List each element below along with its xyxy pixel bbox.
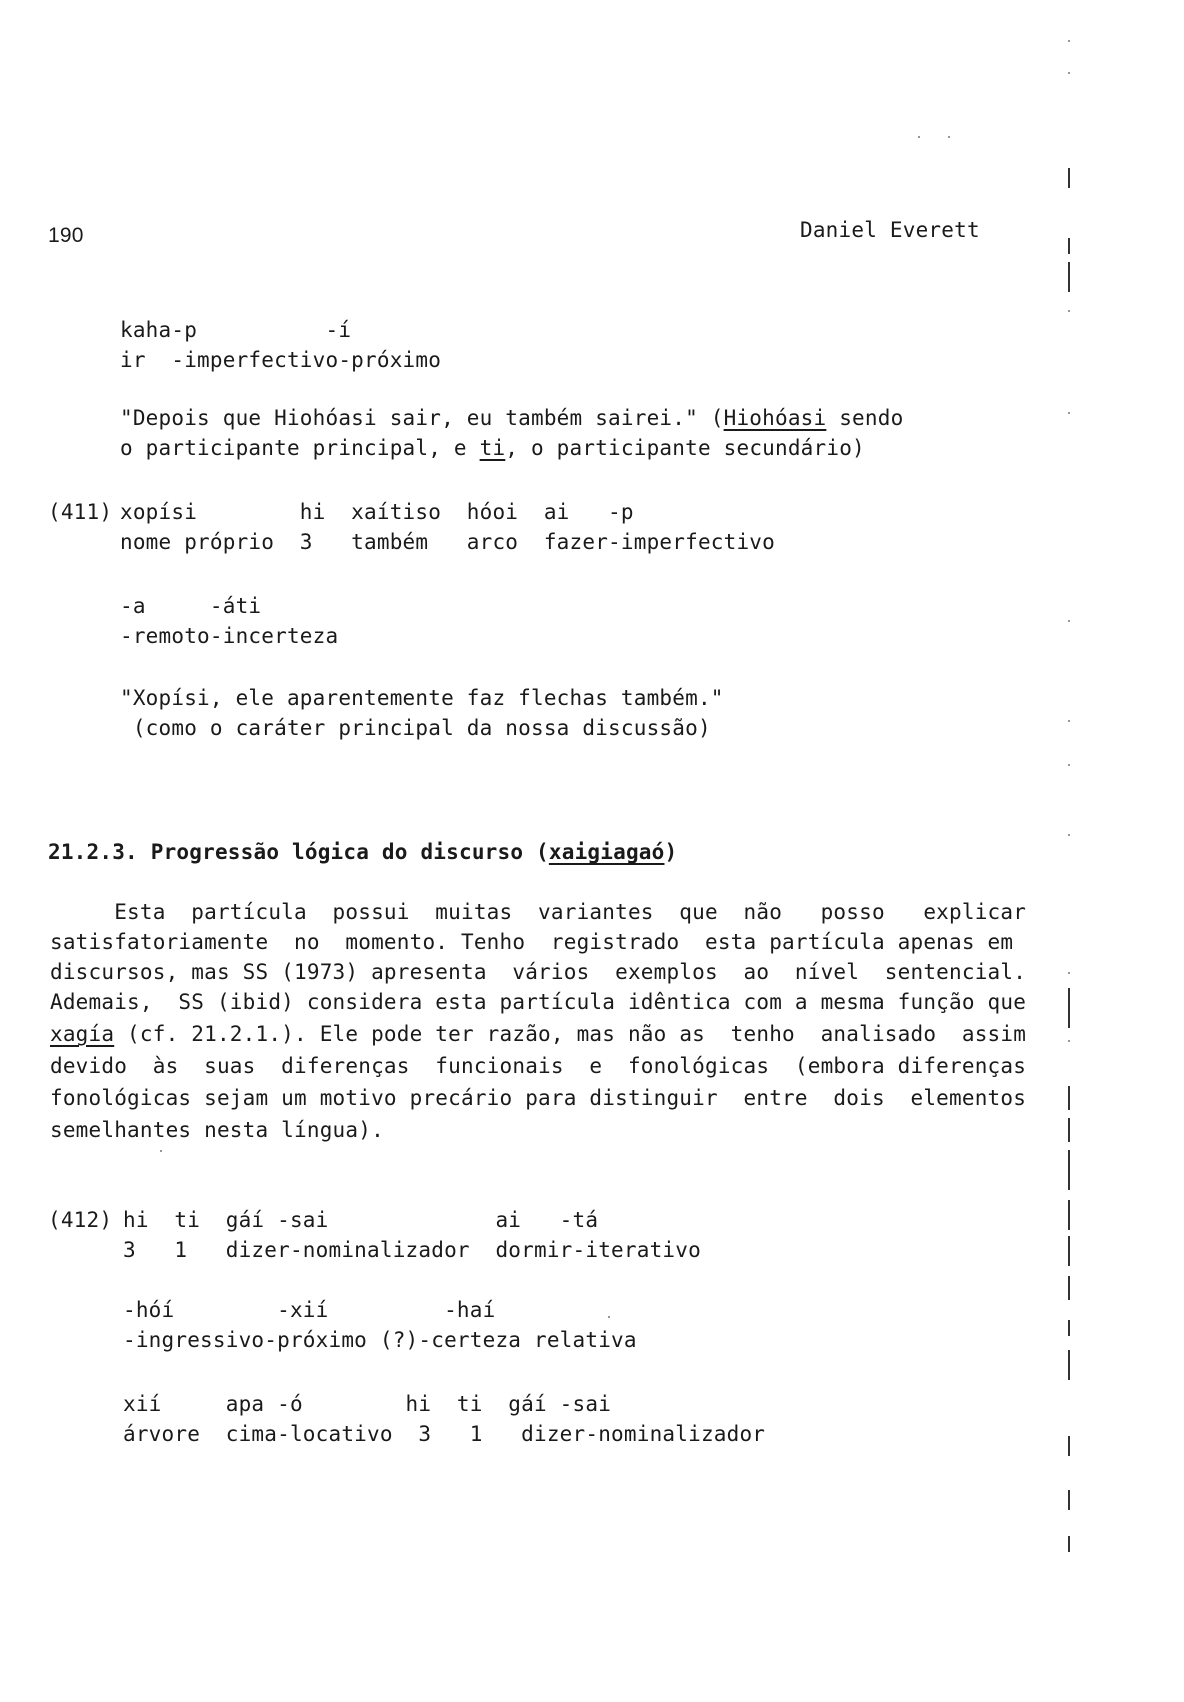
gloss-translation-line: 3 1 dizer-nominalizador dormir-iterativo — [123, 1238, 701, 1262]
page-number: 190 — [48, 224, 84, 247]
scan-artifact-dot — [1068, 620, 1070, 622]
free-translation: "Xopísi, ele aparentemente faz flechas também." — [120, 686, 724, 710]
scan-artifact-dot — [1068, 764, 1070, 766]
section-term: xaigiagaó — [548, 840, 665, 864]
section-heading — [48, 840, 677, 864]
running-header-author: Daniel Everett — [800, 218, 980, 242]
scan-artifact-mark — [1068, 238, 1070, 254]
scan-artifact-dot — [1068, 72, 1070, 74]
scan-artifact-dot — [1068, 720, 1070, 722]
scan-artifact-dot — [948, 136, 950, 138]
free-translation-cont: (como o caráter principal da nossa discussão) — [120, 716, 711, 740]
section-paren: ) — [664, 840, 678, 864]
scan-artifact-mark — [1068, 1276, 1070, 1300]
gloss-translation-line: -ingressivo-próximo (?)-certeza relativa — [123, 1328, 637, 1352]
paragraph-text: (cf. 21.2.1.). Ele pode ter razão, mas não as tenho analisado assim — [114, 1022, 1027, 1046]
free-translation-text: sendo — [826, 406, 904, 430]
underlined-term: Hiohóasi — [723, 406, 827, 430]
underlined-term: xagía — [50, 1022, 115, 1046]
gloss-morphemes: -hóí -xií -haí — [123, 1298, 496, 1322]
free-translation-text: "Depois que Hiohóasi sair, eu também sairei." ( — [120, 406, 724, 430]
scan-artifact-dot — [608, 1316, 610, 1318]
paragraph-line: satisfatoriamente no momento. Tenho registrado esta partícula apenas em — [50, 930, 1014, 954]
scan-artifact-dot — [1068, 310, 1070, 312]
free-translation-text: , o participante secundário) — [505, 436, 865, 460]
scan-artifact-mark — [1068, 1536, 1070, 1552]
scan-artifact-mark — [1068, 1236, 1070, 1266]
gloss-translation-line: árvore cima-locativo 3 1 dizer-nominalizador — [123, 1422, 766, 1446]
gloss-morphemes: kaha-p -í — [120, 318, 352, 342]
scan-artifact-dot — [160, 1150, 162, 1152]
section-paren: ( — [536, 840, 549, 864]
scan-artifact-mark — [1068, 1200, 1070, 1230]
scan-artifact-dot — [1068, 412, 1070, 414]
example-number: (411) — [48, 500, 113, 524]
scan-artifact-dot — [1068, 834, 1070, 836]
gloss-translation-line: ir -imperfectivo-próximo — [120, 348, 442, 372]
section-title: Progressão lógica do discurso — [150, 840, 524, 864]
paragraph-line: Ademais, SS (ibid) considera esta partícula idêntica com a mesma função que — [50, 990, 1027, 1014]
paragraph-line: semelhantes nesta língua). — [50, 1118, 384, 1142]
scan-artifact-mark — [1068, 262, 1070, 292]
scan-artifact-mark — [1068, 1086, 1070, 1110]
gloss-morphemes: -a -áti — [120, 594, 262, 618]
gloss-morphemes: hi ti gáí -sai ai -tá — [123, 1208, 599, 1232]
paragraph-line: devido às suas diferenças funcionais e fonológicas (embora diferenças — [50, 1054, 1027, 1078]
scan-artifact-dot — [918, 136, 920, 138]
gloss-translation-line: -remoto-incerteza — [120, 624, 339, 648]
paragraph-line — [50, 1022, 1026, 1046]
gloss-morphemes: xopísi hi xaítiso hóoi ai -p — [120, 500, 634, 524]
scan-artifact-dot — [1068, 40, 1070, 42]
free-translation — [120, 406, 903, 430]
paragraph-line: Esta partícula possui muitas variantes que não posso explicar — [50, 900, 1027, 924]
gloss-morphemes: xií apa -ó hi ti gáí -sai — [123, 1392, 612, 1416]
scan-artifact-mark — [1068, 1118, 1070, 1142]
free-translation-cont — [120, 436, 865, 460]
scan-artifact-mark — [1068, 988, 1070, 1028]
section-number: 21.2.3. — [48, 840, 138, 864]
paragraph-line: discursos, mas SS (1973) apresenta vários exemplos ao nível sentencial. — [50, 960, 1027, 984]
paragraph-line: fonológicas sejam um motivo precário para distinguir entre dois elementos — [50, 1086, 1027, 1110]
scan-artifact-mark — [1068, 1490, 1070, 1510]
underlined-term: ti — [479, 436, 506, 460]
free-translation-text: o participante principal, e — [120, 436, 480, 460]
gloss-translation-line: nome próprio 3 também arco fazer-imperfectivo — [120, 530, 775, 554]
scan-artifact-dot — [1068, 972, 1070, 974]
scan-artifact-mark — [1068, 168, 1070, 188]
scan-artifact-mark — [1068, 1320, 1070, 1336]
scan-artifact-mark — [1068, 1436, 1070, 1456]
scan-artifact-dot — [1068, 1040, 1070, 1042]
scan-artifact-mark — [1068, 1150, 1070, 1190]
scan-artifact-mark — [1068, 1350, 1070, 1380]
example-number: (412) — [48, 1208, 113, 1232]
